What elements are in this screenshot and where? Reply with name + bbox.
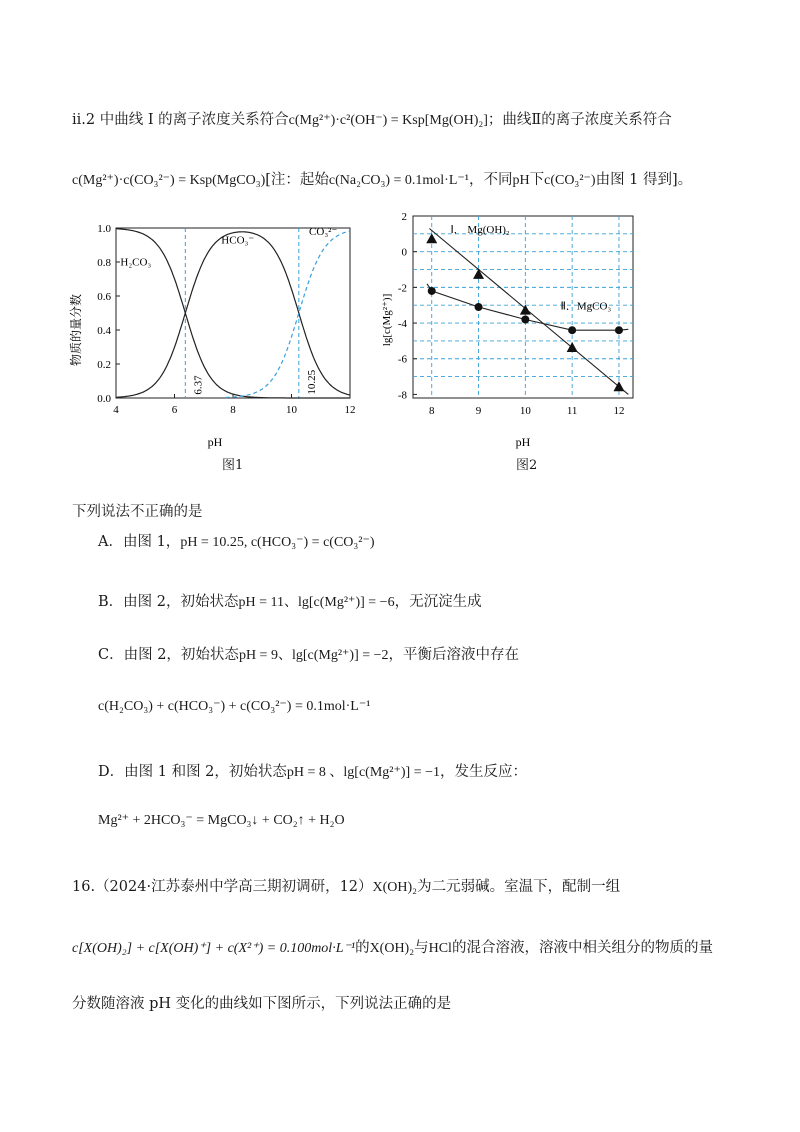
label-pka2: 10.25	[305, 369, 318, 395]
option-c-formula2: c(H₂CO₃) + c(HCO₃⁻) + c(CO₃²⁻) = 0.1mol·L⁻¹	[98, 699, 371, 714]
q16-formula: c[X(OH)₂] + c[X(OH)⁺] + c(X²⁺) = 0.100mol·L⁻¹	[72, 941, 356, 956]
q16-line-2	[72, 936, 713, 957]
x-tick-label: 10	[519, 405, 531, 417]
formula-co3: c(CO₃²⁻)	[544, 173, 596, 188]
question-intro: 下列说法不正确的是	[72, 504, 203, 520]
option-b-formula: pH = 11、lg[c(Mg²⁺)] = −6	[238, 595, 395, 610]
y-tick-label: 0.0	[97, 393, 111, 405]
q16-number: 16.	[72, 879, 96, 895]
x-tick-label: 12	[613, 405, 625, 417]
y-tick-label: 0	[401, 246, 407, 259]
y-tick-label: 2	[401, 211, 407, 223]
figure-1-ylabel: 物质的量分数	[69, 293, 83, 367]
option-b[interactable]	[98, 590, 482, 611]
data-point-circle	[475, 303, 483, 311]
x-tick-label: 8	[428, 405, 435, 417]
figure-2-caption: 图2	[516, 458, 538, 473]
option-c-prefix: C．由图 2，初始状态	[98, 647, 239, 663]
option-c-line2	[98, 698, 370, 715]
figure-1-xlabel: pH	[207, 435, 223, 449]
x-tick-label: 11	[566, 405, 578, 417]
data-point-triangle	[520, 305, 531, 315]
q16-line-1	[72, 875, 620, 896]
option-c-formula: pH = 9、lg[c(Mg²⁺)] = −2	[238, 648, 389, 663]
data-point-circle	[568, 326, 576, 334]
y-tick-label: -4	[397, 318, 407, 331]
y-tick-label: -6	[397, 353, 407, 366]
q16-text3: 与	[414, 940, 429, 956]
intro-line-1	[72, 108, 672, 129]
option-d-prefix: D．由图 1 和图 2，初始状态	[98, 764, 287, 780]
data-point-circle	[428, 287, 436, 295]
figure-2-plot	[398, 211, 633, 417]
y-tick-label: 0.2	[97, 359, 111, 371]
data-point-triangle	[426, 233, 437, 243]
y-tick-label: 0.6	[97, 291, 111, 303]
q16-text2: 的	[355, 940, 370, 956]
option-c[interactable]	[98, 643, 519, 664]
option-a-formula: pH = 10.25, c(HCO₃⁻) = c(CO₃²⁻)	[180, 535, 375, 550]
option-d-suffix: ，发生反应：	[440, 764, 527, 780]
figure-1-caption: 图1	[222, 458, 244, 473]
data-point-triangle	[473, 269, 484, 279]
q16-text4: 的混合溶液，溶液中相关组分的物质的量	[451, 940, 713, 956]
option-d-line2	[98, 812, 345, 829]
x-tick-label: 12	[344, 404, 356, 416]
figure-2-chart	[368, 208, 658, 452]
intro-text: 下	[529, 172, 545, 188]
y-tick-label: 0.4	[97, 325, 111, 337]
y-tick-label: 1.0	[97, 223, 111, 235]
y-tick-label: 0.8	[97, 257, 111, 269]
label-co3: CO₃²⁻	[309, 225, 338, 238]
label-curve-2: Ⅱ．MgCO₃	[560, 300, 612, 313]
formula-ksp-mgoh2: c(Mg²⁺)·c²(OH⁻) = Ksp[Mg(OH)₂]	[288, 113, 488, 128]
curve-co3	[226, 231, 350, 398]
option-d-formula: pH = 8 、lg[c(Mg²⁺)] = −1	[286, 765, 440, 780]
ph-text: pH	[512, 173, 530, 188]
formula-na2co3: c(Na₂CO₃) = 0.1mol·L⁻¹	[328, 173, 469, 188]
data-point-circle	[615, 326, 623, 334]
figure-2-ylabel: lg[c(Mg²⁺)]	[381, 293, 393, 347]
q16-base: X(OH)₂	[372, 880, 418, 895]
q16-line-3: 分数随溶液 pH 变化的曲线如下图所示，下列说法正确的是	[72, 996, 452, 1012]
option-b-suffix: ，无沉淀生成	[394, 594, 482, 610]
y-tick-label: -2	[397, 282, 407, 295]
formula-ksp-mgco3: c(Mg²⁺)·c(CO₃²⁻) = Ksp(MgCO₃)	[72, 173, 266, 188]
option-a[interactable]	[98, 530, 375, 551]
option-d-formula2: Mg²⁺ + 2HCO₃⁻ = MgCO₃↓ + CO₂↑ + H₂O	[98, 813, 345, 828]
option-c-suffix: ，平衡后溶液中存在	[388, 647, 520, 663]
q16-base2: X(OH)₂	[369, 941, 415, 956]
q16-hcl: HCl	[428, 941, 452, 956]
intro-text: [注：起始	[265, 172, 329, 188]
figure-1-chart	[60, 212, 360, 452]
data-point-triangle	[567, 342, 578, 352]
label-pka1: 6.37	[192, 375, 205, 395]
x-tick-label: 4	[113, 404, 119, 416]
intro-text: 由图 1 得到]。	[595, 172, 693, 188]
intro-line-2	[72, 168, 692, 189]
intro-text: ；曲线Ⅱ的离子浓度关系符合	[487, 112, 672, 128]
x-tick-label: 6	[171, 404, 178, 416]
option-d[interactable]	[98, 760, 527, 781]
q16-source: （2024·江苏泰州中学高三期初调研，12）	[95, 879, 373, 895]
option-b-prefix: B．由图 2，初始状态	[98, 594, 239, 610]
q16-text1: 为二元弱碱。室温下，配制一组	[417, 879, 621, 895]
figure-2-xlabel: pH	[515, 435, 531, 449]
label-h2co3: H₂CO₃	[120, 256, 152, 269]
label-hco3: HCO₃⁻	[221, 234, 255, 247]
x-tick-label: 10	[286, 404, 297, 416]
intro-text: ii.2 中曲线 Ⅰ 的离子浓度关系符合	[72, 112, 289, 128]
option-a-prefix: A．由图 1，	[98, 534, 181, 550]
data-point-circle	[521, 315, 529, 323]
x-tick-label: 8	[230, 404, 236, 416]
x-tick-label: 9	[475, 405, 482, 417]
y-tick-label: -8	[397, 389, 407, 402]
label-curve-1: Ⅰ． Mg(OH)₂	[450, 223, 510, 236]
intro-text: ，不同	[468, 172, 513, 188]
figure-1-plot	[97, 223, 355, 416]
